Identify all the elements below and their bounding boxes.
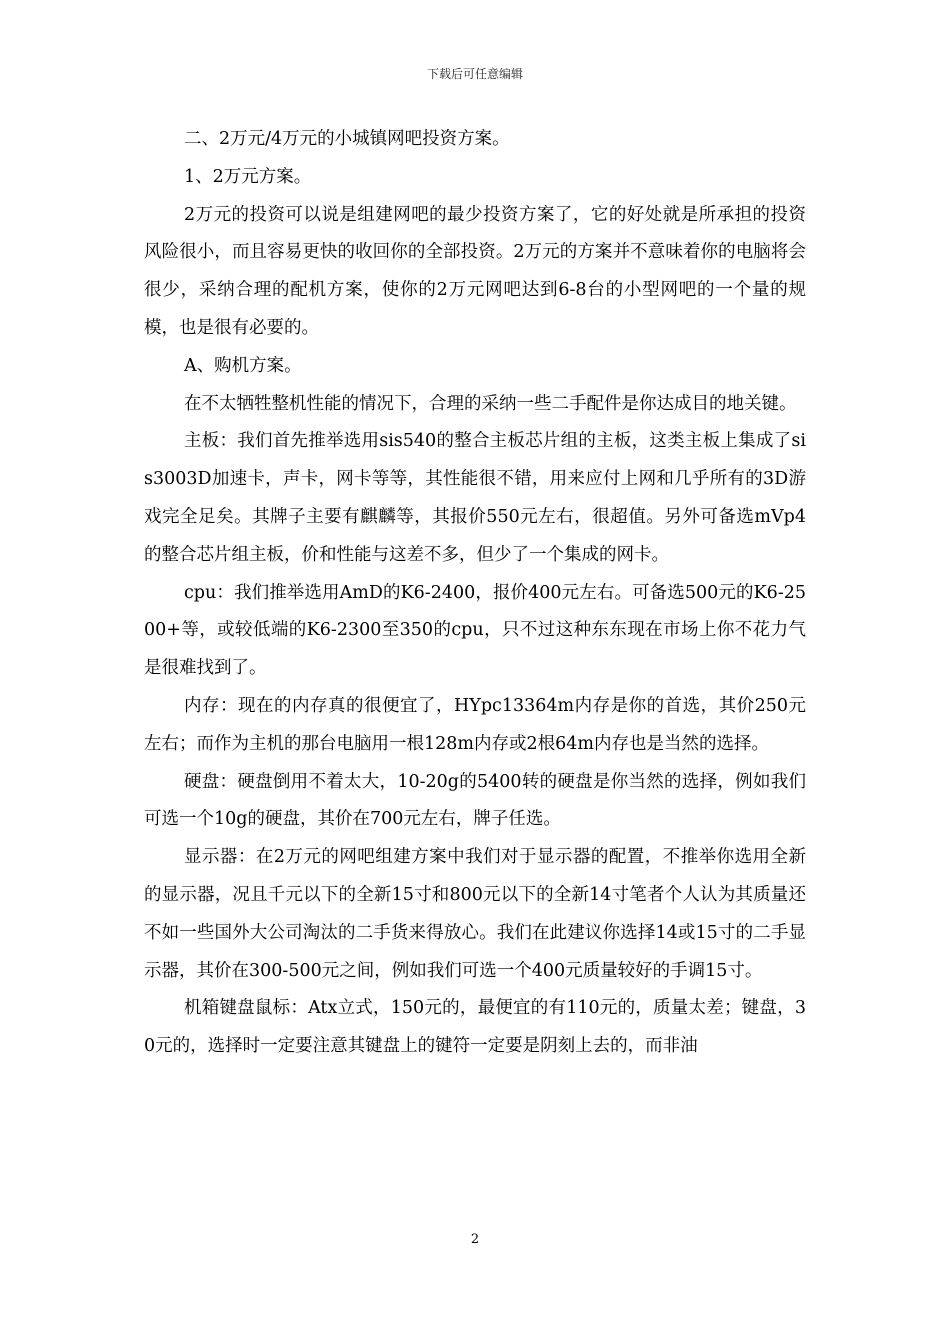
paragraph-used-parts: 在不太牺牲整机性能的情况下，合理的采纳一些二手配件是你达成目的地关键。 — [184, 393, 797, 414]
page-header — [0, 66, 950, 82]
section-heading: 二、2万元/4万元的小城镇网吧投资方案。 — [184, 129, 510, 149]
header-text: 下载后可任意编辑 — [426, 67, 523, 81]
subsection-heading: 1、2万元方案。 — [184, 166, 312, 187]
subsection-purchase-plan: A、购机方案。 — [184, 355, 302, 376]
paragraph-motherboard: 主板：我们首先推举选用sis540的整合主板芯片组的主板，这类主板上集成了sis3003D加速卡，声卡，网卡等等，其性能很不错，用来应付上网和几乎所有的3D游戏完全足矣。其牌子主要有麒麟等，其报价550元左右，很超值。另外可备选mVp4的整合芯片组主板，价和性能与这差不多，但少了一个集成的网卡。 — [144, 431, 806, 565]
paragraph-memory: 内存：现在的内存真的很便宜了，HYpc13364m内存是你的首选，其价250元左右；而作为主机的那台电脑用一根128m内存或2根64m内存也是当然的选择。 — [144, 695, 806, 754]
paragraph-intro: 2万元的投资可以说是组建网吧的最少投资方案了，它的好处就是所承担的投资风险很小，而且容易更快的收回你的全部投资。2万元的方案并不意味着你的电脑将会很少，采纳合理的配机方案，使你的2万元网吧达到6-8台的小型网吧的一个量的规模，也是很有必要的。 — [144, 204, 806, 338]
paragraph-monitor: 显示器：在2万元的网吧组建方案中我们对于显示器的配置，不推举你选用全新的显示器，况且千元以下的全新15寸和800元以下的全新14寸笔者个人认为其质量还不如一些国外大公司淘汰的二手货来得放心。我们在此建议你选择14或15寸的二手显示器，其价在300-500元之间，例如我们可选一个400元质量较好的手调15寸。 — [144, 847, 806, 981]
page-footer — [0, 1232, 950, 1248]
paragraph-cpu: cpu：我们推举选用AmD的K6-2400，报价400元左右。可备选500元的K6-2500+等，或较低端的K6-2300至350的cpu，只不过这种东东现在市场上你不花力气是很难找到了。 — [144, 582, 806, 679]
paragraph-hard-disk: 硬盘：硬盘倒用不着太大，10-20g的5400转的硬盘是你当然的选择，例如我们可选一个10g的硬盘，其价在700元左右，牌子任选。 — [144, 771, 806, 830]
page-number: 2 — [470, 1232, 480, 1247]
document-body — [144, 121, 806, 1066]
paragraph-case-keyboard-mouse: 机箱键盘鼠标：Atx立式，150元的，最便宜的有110元的，质量太差；键盘，30元的，选择时一定要注意其键盘上的键符一定要是阴刻上去的，而非油 — [144, 998, 806, 1057]
